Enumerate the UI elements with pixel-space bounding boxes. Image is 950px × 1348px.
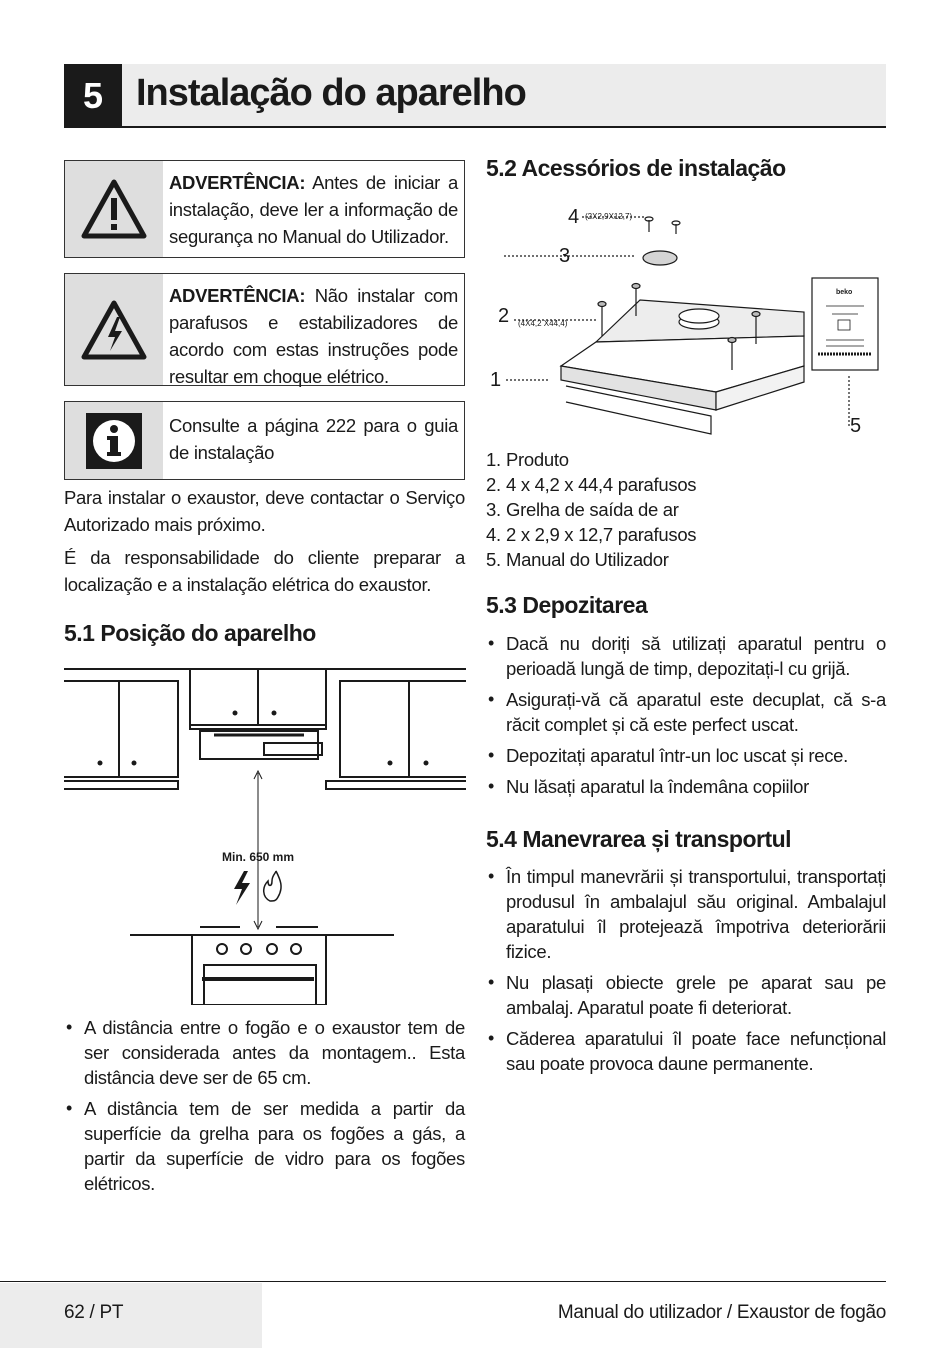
section-5-1-bullets [64,1015,465,1202]
list-item: 4. 2 x 2,9 x 12,7 parafusos [486,524,697,545]
info-text: Consulte a página 222 para o guia de instalação [169,415,458,463]
warning-text [163,161,464,257]
list-item: • Depozitați aparatul într-un loc uscat și rece. [486,743,886,768]
section-5-3-title: 5.3 Depozitarea [486,592,648,618]
manual-brand-logo: beko [836,289,853,296]
warning-icon-cell [65,161,163,257]
section-5-4-bullets [486,864,886,1082]
list-item: 5. Manual do Utilizador [486,549,669,570]
warning-icon-cell [65,274,163,385]
callout-1: 1 [490,369,502,391]
section-5-4-title: 5.4 Manevrarea și transportul [486,826,792,852]
footer-divider [0,1281,886,1282]
section-5-3-bullets [486,631,886,805]
warning-box-electric [64,273,465,386]
screw-label-4: (2X2,9X12,7) [585,212,633,221]
info-box [64,401,465,480]
list-item: • A distância tem de ser medida a partir da superfície da grelha para os fogões a gás, a partir da superfície de vidro para os fogões elétricos. [64,1096,465,1196]
list-item: • Asigurați-vă că aparatul este decuplat, că s-a răcit complet și că este perfect uscat. [486,687,886,737]
list-item: • Nu lăsați aparatul la îndemâna copiilor [486,774,886,799]
info-icon [86,413,142,469]
electric-shock-icon [80,299,148,361]
callout-3: 3 [559,245,571,267]
warning-message: Antes de iniciar a instalação, deve ler a informação de segurança no Manual do Utilizador. [169,172,458,247]
info-icon-cell [65,402,163,479]
list-item: 2. 4 x 4,2 x 44,4 parafusos [486,474,697,495]
warning-box-general [64,160,465,258]
footer-page-tab [0,1283,262,1348]
list-item: 1. Produto [486,449,569,470]
list-item: • În timpul manevrării și transportului, transportați produsul în ambalajul său original. Ambalajul aparatului îl protejează împotriva deteriorării fizice. [486,864,886,964]
section-5-2-title: 5.2 Acessórios de instalação [486,155,786,181]
warning-message: Não instalar com parafusos e estabilizadores de acordo com estas instruções pode resultar em choque elétrico. [169,285,458,387]
installation-distance-diagram [64,665,466,1005]
chapter-title: Instalação do aparelho [136,72,526,114]
warning-label: ADVERTÊNCIA: [169,285,306,306]
warning-label: ADVERTÊNCIA: [169,172,306,193]
intro-paragraph: Para instalar o exaustor, deve contactar o Serviço Autorizado mais próximo. [64,487,465,535]
section-5-1-title: 5.1 Posição do aparelho [64,620,316,646]
intro-paragraph: É da responsabilidade do cliente preparar a localização e a instalação elétrica do exaustor. [64,547,465,595]
callout-4: 4 [568,206,580,228]
accessories-diagram [486,196,886,441]
chapter-header [64,64,886,128]
warning-triangle-icon [80,178,148,240]
list-item: • A distância entre o fogão e o exaustor tem de ser considerada antes da montagem.. Esta distância deve ser de 65 cm. [64,1015,465,1090]
list-item: • Căderea aparatului îl poate face nefuncțional sau poate provoca daune permanente. [486,1026,886,1076]
min-distance-label: Min. 650 mm [222,850,295,864]
callout-5: 5 [850,415,862,437]
page-number: 62 / PT [64,1302,124,1323]
list-item: • Nu plasați obiecte grele pe aparat sau pe ambalaj. Aparatul poate fi deteriorat. [486,970,886,1020]
warning-text [163,274,464,385]
list-item: • Dacă nu doriți să utilizați aparatul pentru o perioadă lungă de timp, depozitați-l cu grijă. [486,631,886,681]
screw-label-2: (4X4,2 X44,4) [518,319,568,328]
callout-2: 2 [498,305,510,327]
list-item: 3. Grelha de saída de ar [486,499,679,520]
footer-title: Manual do utilizador / Exaustor de fogão [557,1302,886,1323]
chapter-number: 5 [64,64,122,128]
accessories-list [486,447,696,572]
